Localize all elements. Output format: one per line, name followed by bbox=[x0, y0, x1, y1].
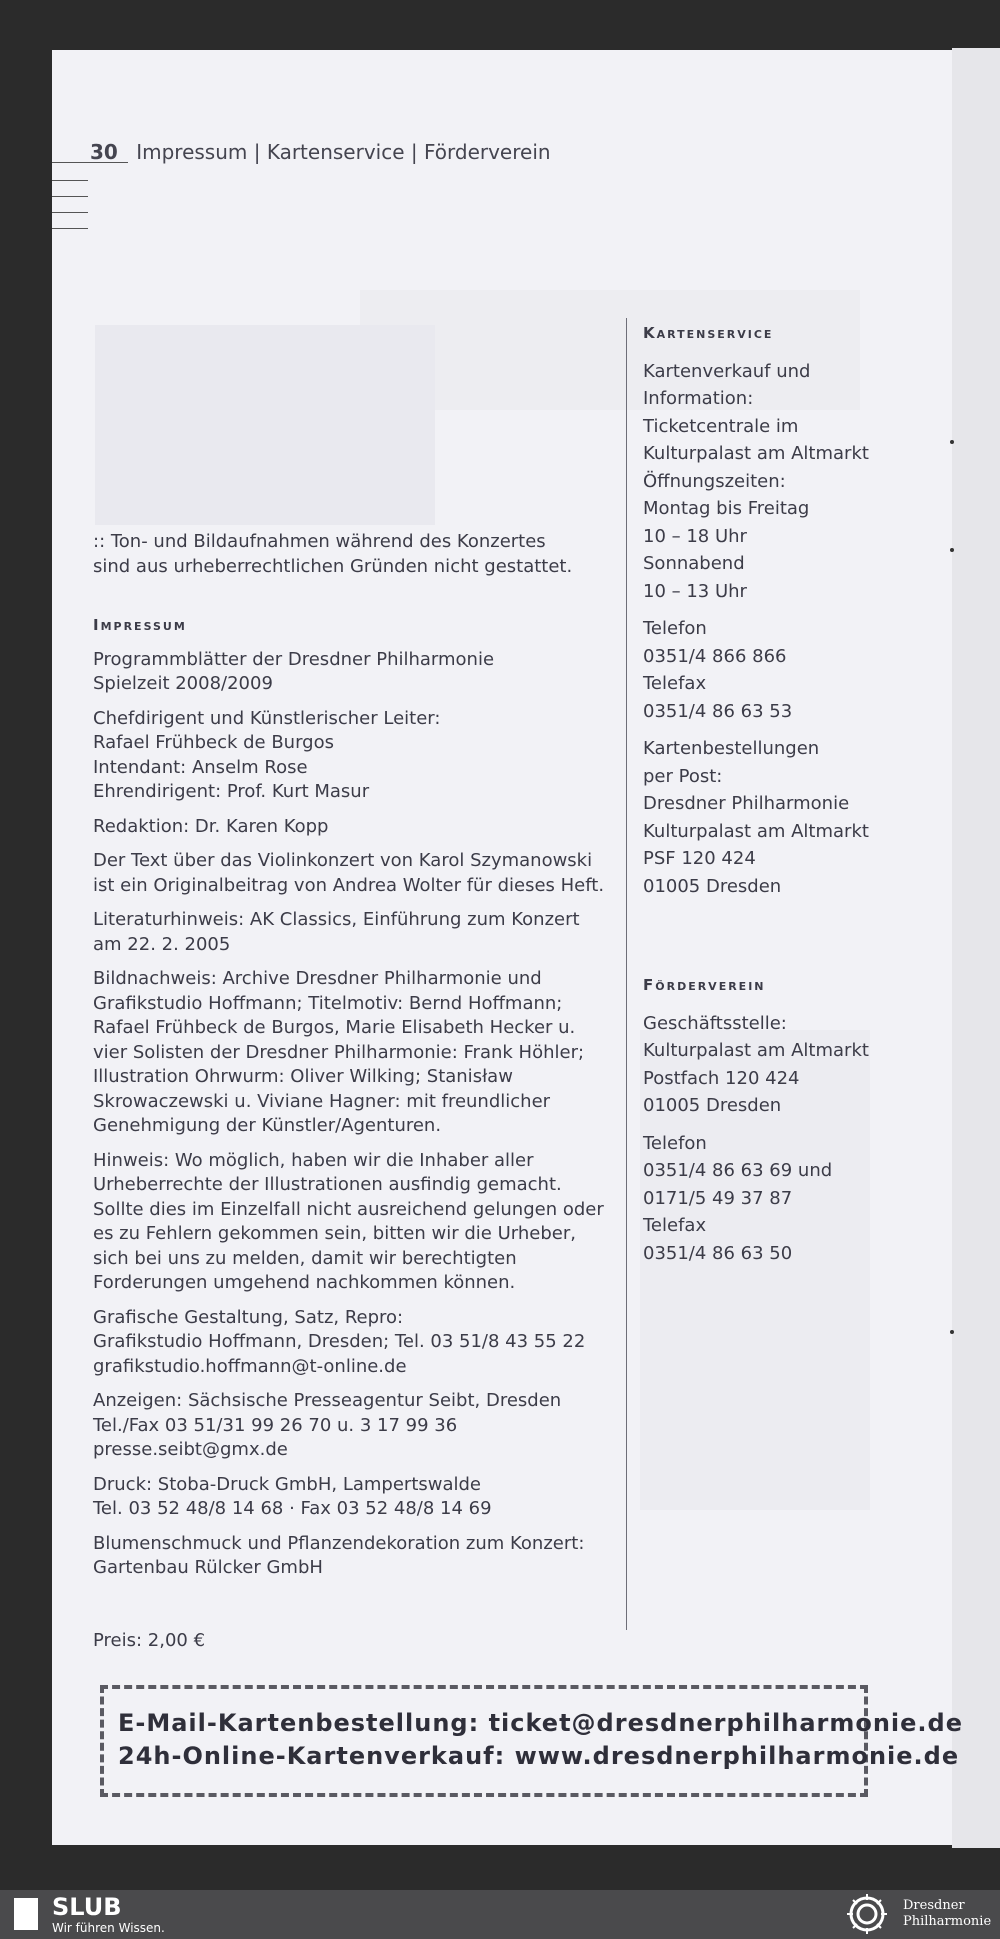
kartenservice-line: Information: bbox=[643, 388, 754, 409]
recording-notice: :: Ton- und Bildaufnahmen während des Konzertes sind aus urheberrechtlichen Gründen nicht gestattet. bbox=[93, 531, 573, 577]
margin-dot bbox=[950, 548, 954, 552]
kartenservice-line: 01005 Dresden bbox=[643, 875, 782, 897]
foerderverein-line: 0351/4 86 63 69 und bbox=[643, 1160, 833, 1181]
impressum-price: Preis: 2,00 € bbox=[93, 1629, 206, 1651]
grafik-line: Grafikstudio Hoffmann, Dresden; Tel. 03 51/8 43 55 22 bbox=[93, 1331, 586, 1352]
impressum-program: Programmblätter der Dresdner Philharmonie bbox=[93, 648, 495, 670]
kartenservice-hours bbox=[643, 358, 883, 606]
column-divider bbox=[626, 318, 627, 1630]
margin-tick bbox=[52, 196, 88, 197]
margin-tick bbox=[52, 212, 88, 213]
kartenservice-line: Kulturpalast am Altmarkt bbox=[643, 820, 869, 842]
philharmonie-name-line: Philharmonie bbox=[903, 1914, 992, 1929]
foerderverein-contact bbox=[643, 1130, 883, 1268]
impressum-heading: Impressum bbox=[93, 616, 187, 634]
anzeigen-email: presse.seibt@gmx.de bbox=[93, 1439, 288, 1460]
philharmonie-name bbox=[903, 1898, 991, 1930]
blumen-line: Blumenschmuck und Pflanzendekoration zum Konzert: bbox=[93, 1532, 585, 1554]
leadership-line: Chefdirigent und Künstlerischer Leiter: bbox=[93, 707, 441, 729]
foerderverein-line: Geschäftsstelle: bbox=[643, 1012, 787, 1034]
kartenservice-line: Montag bis Freitag bbox=[643, 498, 810, 519]
foerderverein-line: Postfach 120 424 bbox=[643, 1067, 800, 1089]
kartenservice-phone bbox=[643, 615, 883, 725]
kartenservice-line: 10 – 18 Uhr bbox=[643, 525, 747, 547]
kartenservice-line: Ticketcentrale im bbox=[643, 415, 799, 437]
leadership-line: Ehrendirigent: Prof. Kurt Masur bbox=[93, 781, 370, 802]
foerderverein-line: 0351/4 86 63 50 bbox=[643, 1242, 793, 1264]
impressum-season: Spielzeit 2008/2009 bbox=[93, 673, 273, 694]
impressum-column bbox=[93, 530, 613, 1653]
blumen-line: Gartenbau Rülcker GmbH bbox=[93, 1557, 323, 1578]
leadership-line: Intendant: Anselm Rose bbox=[93, 756, 308, 778]
online-sales-line[interactable]: 24h-Online-Kartenverkauf: www.dresdnerphilharmonie.de bbox=[118, 1742, 960, 1770]
foerderverein-line: 01005 Dresden bbox=[643, 1095, 782, 1116]
kartenservice-line: 0351/4 866 866 bbox=[643, 645, 787, 667]
anzeigen-line: Anzeigen: Sächsische Presseagentur Seibt, Dresden bbox=[93, 1390, 562, 1411]
foerderverein-line: Telefax bbox=[643, 1215, 707, 1236]
kartenservice-line: 0351/4 86 63 53 bbox=[643, 700, 793, 722]
kartenservice-line: Kulturpalast am Altmarkt bbox=[643, 443, 869, 464]
kartenservice-line: Öffnungszeiten: bbox=[643, 470, 786, 492]
philharmonie-name-line: Dresdner bbox=[903, 1898, 965, 1913]
impressum-blumen bbox=[93, 1532, 613, 1581]
page-header bbox=[90, 140, 551, 164]
leadership-line: Rafael Frühbeck de Burgos bbox=[93, 732, 334, 753]
kartenservice-line: Sonnabend bbox=[643, 553, 745, 574]
margin-dot bbox=[950, 1330, 954, 1334]
kartenservice-line: Kartenverkauf und bbox=[643, 360, 811, 382]
online-order-box bbox=[100, 1685, 868, 1797]
philharmonie-logo-icon bbox=[840, 1892, 894, 1936]
archive-footer bbox=[0, 1890, 1000, 1939]
foerderverein-line: 0171/5 49 37 87 bbox=[643, 1187, 793, 1209]
impressum-anzeigen bbox=[93, 1389, 613, 1463]
kartenservice-line: Dresdner Philharmonie bbox=[643, 793, 850, 814]
kartenservice-line: Kartenbestellungen bbox=[643, 738, 820, 759]
slub-logo-icon bbox=[14, 1898, 38, 1930]
impressum-leadership bbox=[93, 707, 613, 805]
page-edge bbox=[952, 48, 1000, 1848]
impressum-bildnachweis: Bildnachweis: Archive Dresdner Philharmonie und Grafikstudio Hoffmann; Titelmotiv: Bernd Hoffmann; Rafael Frühbeck de Burgos, Marie Elisabeth Hecker u. vier Solisten der Dresdner Philharmonie: Frank Höhler; Illustration Ohrwurm: Oliver Wilking; Stanisław Skrowaczewski u. Viviane Hagner: mit freundlicher Genehmigung der Künstler/Agenturen. bbox=[93, 968, 585, 1136]
margin-tick bbox=[52, 180, 88, 181]
kartenservice-line: Telefax bbox=[643, 673, 707, 694]
margin-tick bbox=[52, 228, 88, 229]
impressum-druck bbox=[93, 1473, 613, 1522]
foerderverein-address bbox=[643, 1010, 883, 1120]
page-header-title: Impressum | Kartenservice | Förderverein bbox=[136, 140, 551, 164]
kartenservice-line: Telefon bbox=[643, 618, 707, 639]
page-number: 30 bbox=[90, 140, 118, 164]
service-column bbox=[643, 320, 883, 1267]
slub-name: SLUB bbox=[52, 1893, 122, 1921]
kartenservice-line: 10 – 13 Uhr bbox=[643, 580, 747, 602]
grafik-email: grafikstudio.hoffmann@t-online.de bbox=[93, 1355, 407, 1377]
druck-line: Tel. 03 52 48/8 14 68 · Fax 03 52 48/8 14 69 bbox=[93, 1498, 492, 1519]
impressum-hinweis: Hinweis: Wo möglich, haben wir die Inhaber aller Urheberrechte der Illustrationen ausfindig gemacht. Sollte dies im Einzelfall nicht ausreichend gelungen oder es zu Fehlern gekommen sein, bitten wir die Urheber, sich bei uns zu melden, damit wir berechtigten Forderungen umgehend nachkommen können. bbox=[93, 1149, 604, 1293]
anzeigen-line: Tel./Fax 03 51/31 99 26 70 u. 3 17 99 36 bbox=[93, 1414, 458, 1436]
grafik-line: Grafische Gestaltung, Satz, Repro: bbox=[93, 1306, 404, 1328]
druck-line: Druck: Stoba-Druck GmbH, Lampertswalde bbox=[93, 1473, 482, 1495]
impressum-grafik bbox=[93, 1306, 613, 1380]
kartenservice-heading: Kartenservice bbox=[643, 324, 774, 342]
kartenservice-post bbox=[643, 735, 883, 900]
email-order-line[interactable]: E-Mail-Kartenbestellung: ticket@dresdnerphilharmonie.de bbox=[118, 1709, 964, 1737]
kartenservice-line: per Post: bbox=[643, 765, 723, 787]
impressum-literatur: Literaturhinweis: AK Classics, Einführung zum Konzert am 22. 2. 2005 bbox=[93, 909, 580, 955]
foerderverein-heading: Förderverein bbox=[643, 976, 766, 994]
foerderverein-line: Kulturpalast am Altmarkt bbox=[643, 1040, 869, 1061]
kartenservice-line: PSF 120 424 bbox=[643, 848, 756, 869]
impressum-text-note: Der Text über das Violinkonzert von Karol Szymanowski ist ein Originalbeitrag von Andrea Wolter für dieses Heft. bbox=[93, 850, 605, 896]
impressum-redaktion: Redaktion: Dr. Karen Kopp bbox=[93, 815, 329, 837]
margin-dot bbox=[950, 440, 954, 444]
slub-tagline: Wir führen Wissen. bbox=[52, 1921, 165, 1935]
foerderverein-line: Telefon bbox=[643, 1132, 707, 1154]
